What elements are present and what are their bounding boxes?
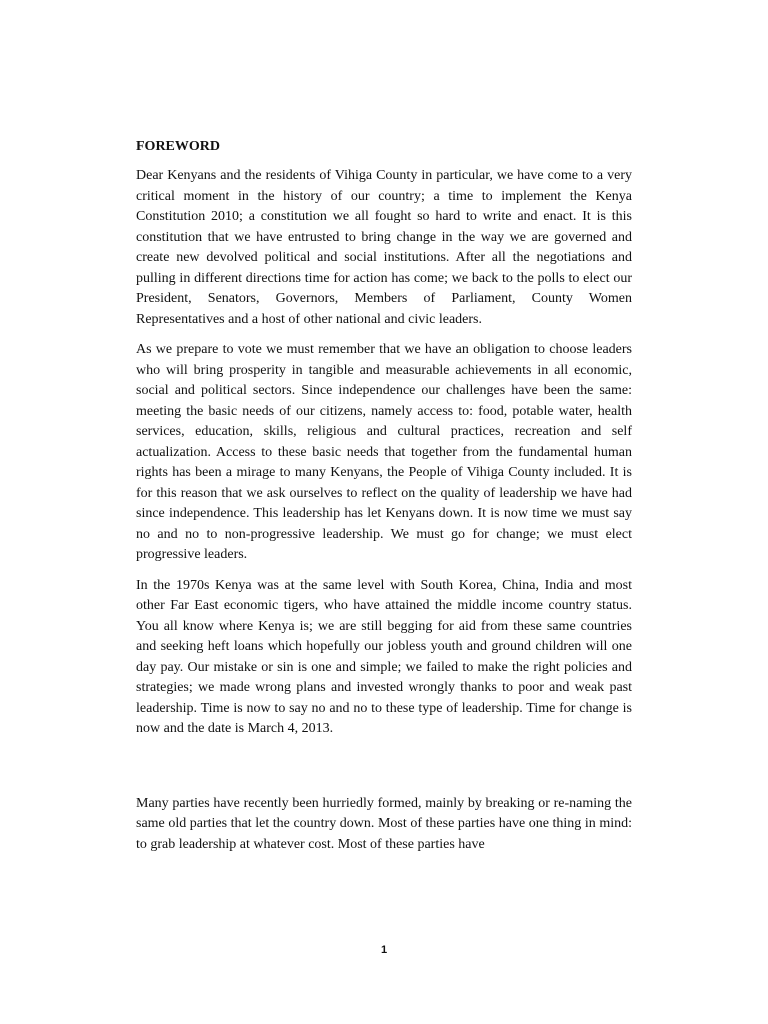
paragraph-2: As we prepare to vote we must remember that we have an obligation to choose leaders who will bring prosperity in tangible and measurable achievements in all economic, social and political sectors. Since independence our challenges have been the same: meeting the basic needs of our citizens, namely access to: food, potable water, health services, education, skills, religious and cultural practices, recreation and self actualization. Access to these basic needs that together from the fundamental human rights has been a mirage to many Kenyans, the People of Vihiga County included. It is for this reason that we ask ourselves to reflect on the quality of leadership we have had since independence. This leadership has let Kenyans down. It is now time we must say no and no to non-progressive leadership. We must go for change; we must elect progressive leaders.: [136, 342, 632, 562]
paragraph-3: In the 1970s Kenya was at the same level with South Korea, China, India and most other Far East economic tigers, who have attained the middle income country status. You all know where Kenya is; we are still begging for aid from these same countries and seeking heft loans which hopefully our jobless youth and ground children will one day pay. Our mistake or sin is one and simple; we failed to make the right policies and strategies; we made wrong plans and invested wrongly thanks to poor and weak past leadership. Time is now to say no and no to these type of leadership. Time for change is now and the date is March 4, 2013.: [136, 577, 632, 736]
section-heading: FOREWORD: [136, 139, 220, 154]
document-body: [136, 137, 632, 865]
paragraph-4: Many parties have recently been hurriedly formed, mainly by breaking or re-naming the same old parties that let the country down. Most of these parties have one thing in mind: to grab leadership at whatever cost. Most of these parties have: [136, 795, 632, 852]
page-number: 1: [380, 944, 388, 956]
paragraph-1: Dear Kenyans and the residents of Vihiga County in particular, we have come to a very critical moment in the history of our country; a time to implement the Kenya Constitution 2010; a constitution we all fought so hard to write and enact. It is this constitution that we have entrusted to bring change in the way we are governed and create new devolved political and social institutions. After all the negotiations and pulling in different directions time for action has come; we back to the polls to elect our President, Senators, Governors, Members of Parliament, County Women Representatives and a host of other national and civic leaders.: [136, 168, 632, 327]
